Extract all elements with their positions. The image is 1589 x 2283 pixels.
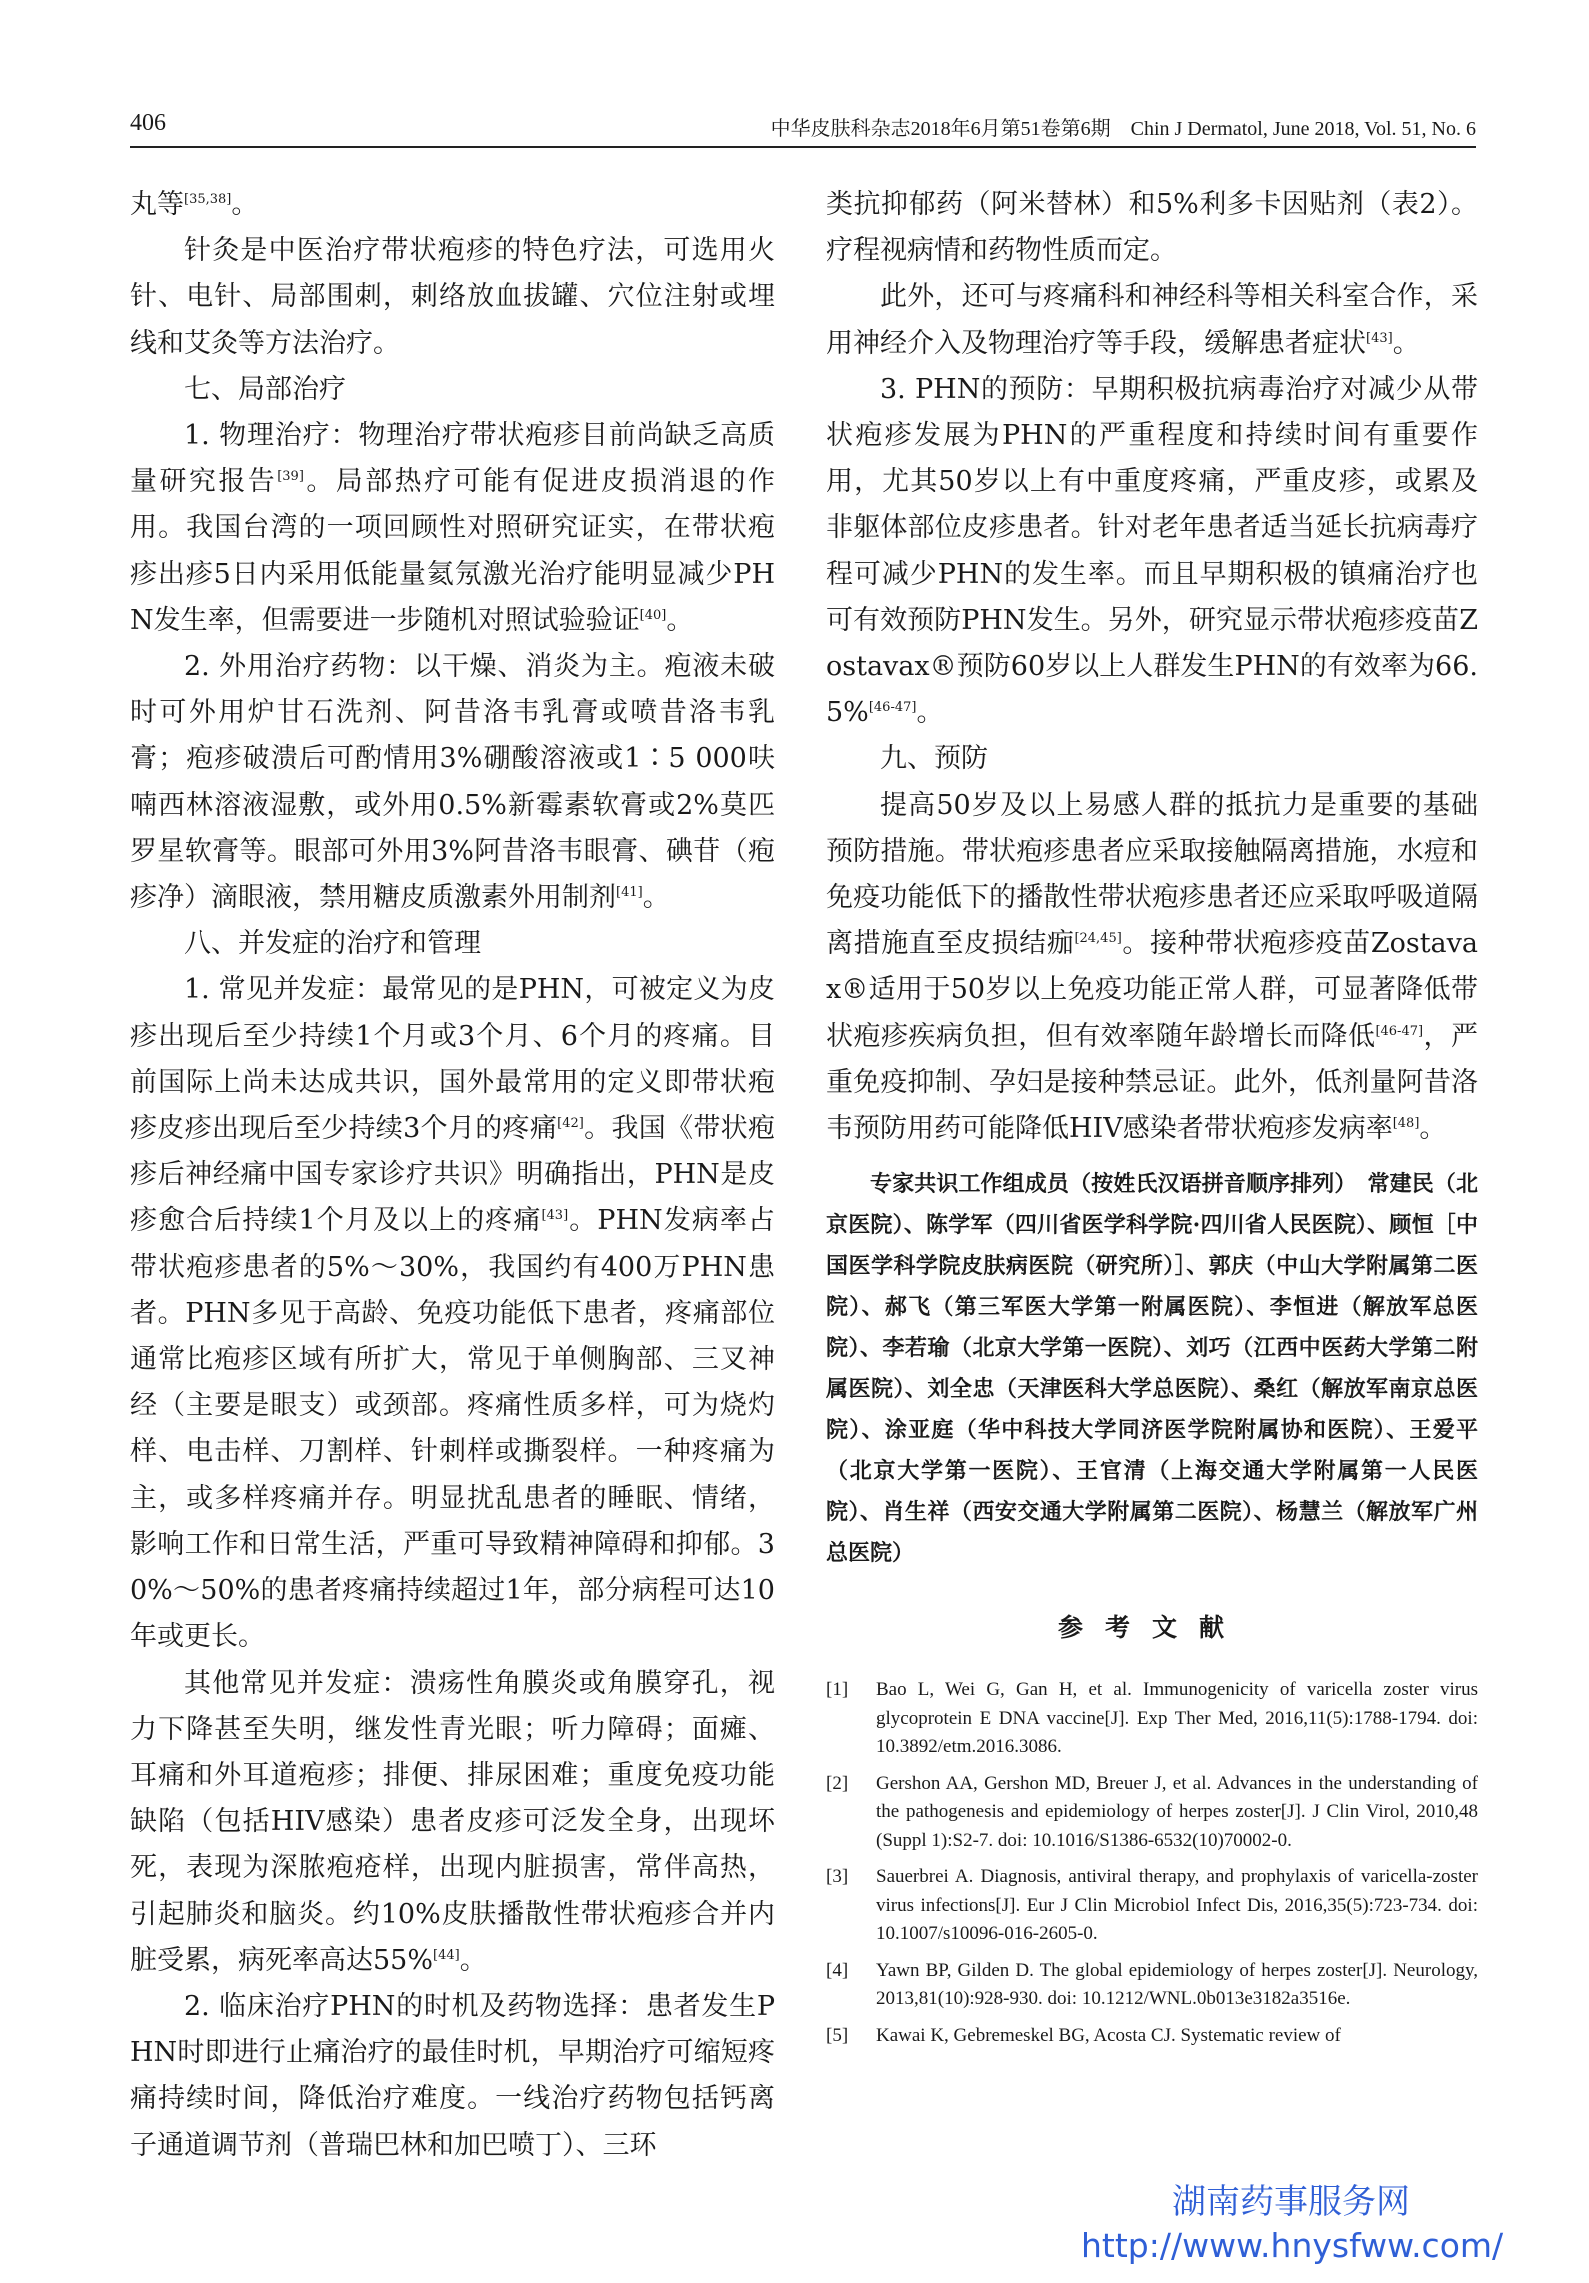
page-number: 406 xyxy=(130,110,166,136)
journal-citation: 中华皮肤科杂志2018年6月第51卷第6期 Chin J Dermatol, June 2018, Vol. 51, No. 6 xyxy=(770,118,1476,140)
paragraph: 1. 物理治疗：物理治疗带状疱疹目前尚缺乏高质量研究报告[39]。局部热疗可能有促进皮损消退的作用。我国台湾的一项回顾性对照研究证实，在带状疱疹出疹5日内采用低能量氦氖激光治疗能明显减少PHN发生率，但需要进一步随机对照试验验证[40]。 xyxy=(130,420,776,636)
citation: [48] xyxy=(1392,1116,1420,1132)
paragraph: 1. 常见并发症：最常见的是PHN，可被定义为皮疹出现后至少持续1个月或3个月、6个月的疼痛。目前国际上尚未达成共识，国外最常用的定义即带状疱疹皮疹出现后至少持续3个月的疼痛[42]。我国《带状疱疹后神经痛中国专家诊疗共识》明确指出，PHN是皮疹愈合后持续1个月及以上的疼痛[43]。PHN发病率占带状疱疹患者的5%～30%，我国约有400万PHN患者。PHN多见于高龄、免疫功能低下患者，疼痛部位通常比疱疹区域有所扩大，常见于单侧胸部、三叉神经（主要是眼支）或颈部。疼痛性质多样，可为烧灼样、电击样、刀割样、针刺样或撕裂样。一种疼痛为主，或多样疼痛并存。明显扰乱患者的睡眠、情绪，影响工作和日常生活，严重可导致精神障碍和抑郁。30%～50%的患者疼痛持续超过1年，部分病程可达10年或更长。 xyxy=(130,974,775,1653)
citation: [24,45] xyxy=(1074,931,1122,947)
paragraph: 此外，还可与疼痛科和神经科等相关科室合作，采用神经介入及物理治疗等手段，缓解患者症状[43]。 xyxy=(826,281,1478,359)
watermark-url: http://www.hnysfww.com/ xyxy=(1081,2226,1504,2265)
citation: [42] xyxy=(557,1116,584,1132)
paragraph: 3. PHN的预防：早期积极抗病毒治疗对减少从带状疱疹发展为PHN的严重程度和持续时间有重要作用，尤其50岁以上有中重度疼痛，严重皮疹，或累及非躯体部位皮疹患者。针对老年患者适当延长抗病毒疗程可减少PHN的发生率。而且早期积极的镇痛治疗也可有效预防PHN发生。另外，研究显示带状疱疹疫苗Zostavax®预防60岁以上人群发生PHN的有效率为66.5%[46-47]。 xyxy=(826,373,1478,729)
citation: [46-47] xyxy=(868,700,917,716)
right-column xyxy=(826,182,1478,2058)
citation: [43] xyxy=(541,1208,569,1224)
reference-number: [3] xyxy=(826,1866,849,1888)
reference-text: Kawai K, Gebremeskel BG, Acosta CJ. Systematic review of xyxy=(876,2024,1341,2046)
expert-group-members: 专家共识工作组成员（按姓氏汉语拼音顺序排列） 常建民（北京医院）、陈学军（四川省医学科学院·四川省人民医院）、顾恒［中国医学科学院皮肤病医院（研究所）］、郭庆（中山大学附属第二医院）、郝飞（第三军医大学第一附属医院）、李恒进（解放军总医院）、李若瑜（北京大学第一医院）、刘巧（江西中医药大学第二附属医院）、刘全忠（天津医科大学总医院）、桑红（解放军南京总医院）、涂亚庭（华中科技大学同济医学院附属协和医院）、王爱平（北京大学第一医院）、王官清（上海交通大学附属第一人民医院）、肖生祥（西安交通大学附属第二医院）、杨慧兰（解放军广州总医院） xyxy=(826,1171,1478,1567)
paragraph: 提高50岁及以上易感人群的抵抗力是重要的基础预防措施。带状疱疹患者应采取接触隔离措施，水痘和免疫功能低下的播散性带状疱疹患者还应采取呼吸道隔离措施直至皮损结痂[24,45]。接种带状疱疹疫苗Zostavax®适用于50岁以上免疫功能正常人群，可显著降低带状疱疹疾病负担，但有效率随年龄增长而降低[46-47]，严重免疫抑制、孕妇是接种禁忌证。此外，低剂量阿昔洛韦预防用药可能降低HIV感染者带状疱疹发病率[48]。 xyxy=(826,789,1479,1145)
reference-text: Sauerbrei A. Diagnosis, antiviral therapy, and prophylaxis of varicella-zoster virus infections[J]. Eur J Clin Microbiol Infect Dis, 2016,35(5):723-734. doi: 10.1007/s10096-016-2605-0. xyxy=(876,1866,1478,1945)
citation: [43] xyxy=(1366,330,1393,346)
reference-number: [1] xyxy=(826,1679,849,1701)
section-heading: 八、并发症的治疗和管理 xyxy=(184,928,481,960)
reference-text: Gershon AA, Gershon MD, Breuer J, et al. Advances in the understanding of the pathogenesis and epidemiology of herpes zoster[J]. J Clin Virol, 2010,48 (Suppl 1):S2-7. doi: 10.1016/S1386-6532(10)70002-0. xyxy=(876,1772,1478,1851)
citation: [44] xyxy=(433,1947,460,1963)
left-column xyxy=(130,182,775,2169)
paragraph: 类抗抑郁药（阿米替林）和5%利多卡因贴剂（表2）。疗程视病情和药物性质而定。 xyxy=(826,189,1478,267)
reference-text: Bao L, Wei G, Gan H, et al. Immunogenicity of varicella zoster virus glycoprotein E DNA vaccine[J]. Exp Ther Med, 2016,11(5):1788-1794. doi: 10.3892/etm.2016.3086. xyxy=(876,1679,1478,1758)
reference-text: Yawn BP, Gilden D. The global epidemiology of herpes zoster[J]. Neurology, 2013,81(10):928-930. doi: 10.1212/WNL.0b013e3182a3516e. xyxy=(876,1959,1478,2010)
citation: [46-47] xyxy=(1375,1023,1424,1039)
references-heading: 参考文献 xyxy=(1057,1613,1246,1643)
citation: [35,38] xyxy=(184,192,232,207)
paragraph: 2. 外用治疗药物：以干燥、消炎为主。疱液未破时可外用炉甘石洗剂、阿昔洛韦乳膏或喷昔洛韦乳膏；疱疹破溃后可酌情用3%硼酸溶液或1∶5 000呋喃西林溶液湿敷，或外用0.5%新霉素软膏或2%莫匹罗星软膏等。眼部可外用3%阿昔洛韦眼膏、碘苷（疱疹净）滴眼液，禁用糖皮质激素外用制剂[41]。 xyxy=(130,651,775,914)
citation: [41] xyxy=(616,885,643,901)
citation: [39] xyxy=(277,469,304,485)
reference-list xyxy=(826,1676,1478,2050)
paragraph: 2. 临床治疗PHN的时机及药物选择：患者发生PHN时即进行止痛治疗的最佳时机，早期治疗可缩短疼痛持续时间，降低治疗难度。一线治疗药物包括钙离子通道调节剂（普瑞巴林和加巴喷丁）、三环 xyxy=(130,1990,775,2161)
paragraph: 丸等[35,38]。 xyxy=(130,189,259,220)
running-header xyxy=(130,106,1476,148)
reference-item xyxy=(826,2022,1478,2051)
paragraph: 针灸是中医治疗带状疱疹的特色疗法，可选用火针、电针、局部围刺，刺络放血拔罐、穴位注射或埋线和艾灸等方法治疗。 xyxy=(130,235,775,359)
reference-number: [2] xyxy=(826,1772,849,1794)
reference-number: [5] xyxy=(826,2024,849,2046)
reference-item xyxy=(826,1957,1478,2014)
reference-item xyxy=(826,1863,1478,1949)
reference-number: [4] xyxy=(826,1959,849,1981)
reference-item xyxy=(826,1676,1478,1762)
section-heading: 九、预防 xyxy=(880,743,988,775)
watermark xyxy=(1081,2180,1504,2268)
section-heading: 七、局部治疗 xyxy=(184,373,346,405)
paragraph: 其他常见并发症：溃疡性角膜炎或角膜穿孔，视力下降甚至失明，继发性青光眼；听力障碍；面瘫、耳痛和外耳道疱疹；排便、排尿困难；重度免疫功能缺陷（包括HIV感染）患者皮疹可泛发全身，出现坏死，表现为深脓疱疮样，出现内脏损害，常伴高热，引起肺炎和脑炎。约10%皮肤播散性带状疱疹合并内脏受累，病死率高达55%[44]。 xyxy=(130,1667,775,1976)
reference-item xyxy=(826,1770,1478,1856)
watermark-site-name: 湖南药事服务网 xyxy=(1172,2182,1410,2222)
citation: [40] xyxy=(639,607,667,623)
